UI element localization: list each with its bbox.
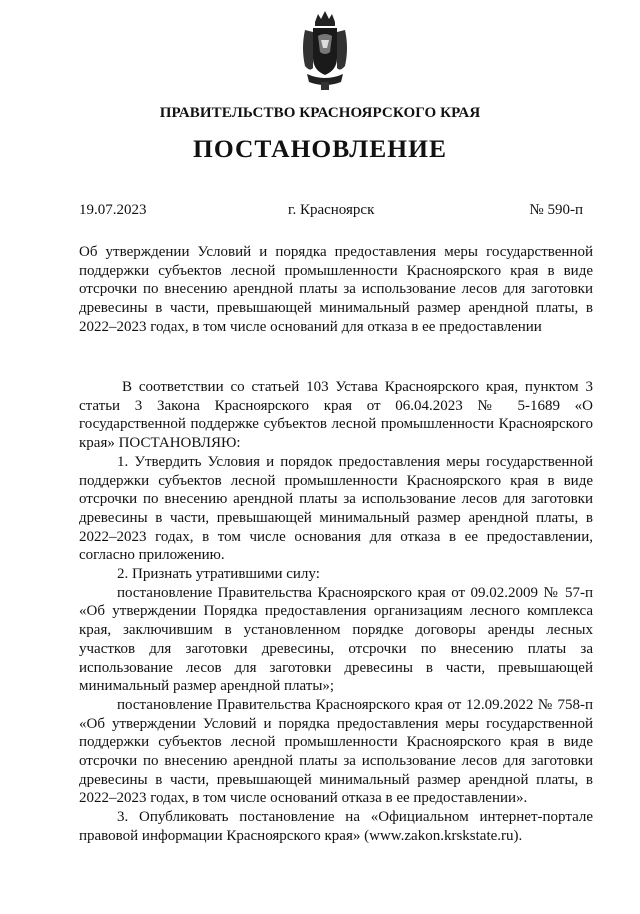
document-number: № 590-п — [529, 202, 583, 218]
item-3-paragraph: 3. Опубликовать постановление на «Официальном интернет-портале правовой информации Красноярского края» (www.zakon.krskstate.ru). — [79, 809, 593, 844]
document-body — [79, 378, 593, 846]
item-2b-paragraph: постановление Правительства Красноярского края от 12.09.2022 № 758-п «Об утверждении Условий и порядка предоставления меры государственной поддержки субъектов лесной промышленности Красноярского края в виде отсрочки по внесению арендной платы за использование лесов для заготовки древесины в части, превышающей минимальный размер арендной платы, в 2022–2023 годах, в том числе оснований отказа в ее предоставлении». — [79, 696, 593, 807]
document-date: 19.07.2023 — [79, 202, 147, 218]
issuing-authority: ПРАВИТЕЛЬСТВО КРАСНОЯРСКОГО КРАЯ — [159, 105, 481, 121]
item-2a-paragraph: постановление Правительства Красноярского края от 09.02.2009 № 57-п «Об утверждении Порядка предоставления организациям лесного комплекса края, заключившим в установленном порядке договоры аренды лесных участков для заготовки древесины, отсрочки по внесению платы за использование лесов для заготовки древесины в части, превышающей минимальный размер арендной платы»; — [79, 584, 593, 695]
document-city: г. Красноярск — [288, 202, 375, 218]
document-type: ПОСТАНОВЛЕНИЕ — [193, 134, 447, 163]
item-1-paragraph: 1. Утвердить Условия и порядок предоставления меры государственной поддержки субъектов лесной промышленности Красноярского края в виде отсрочки по внесению арендной платы за использование лесов для заготовки древесины в части, превышающей минимальный размер арендной платы, в 2022–2023 годах, в том числе основания для отказа в ее предоставлении, согласно приложению. — [79, 453, 593, 564]
item-2-paragraph: 2. Признать утратившими силу: — [117, 566, 320, 583]
document-title: Об утверждении Условий и порядка предоставления меры государственной поддержки субъектов лесной промышленности Красноярского края в виде отсрочки по внесению арендной платы за использование лесов для заготовки древесины в части, превышающей минимальный размер арендной платы, в 2022–2023 годах, в том числе оснований для отказа в ее предоставлении — [79, 244, 593, 335]
preamble-paragraph: В соответствии со статьей 103 Устава Красноярского края, пунктом 3 статьи 3 Закона Красноярского края от 06.04.2023 № 5-1689 «О государственной поддержке субъектов лесной промышленности Красноярского края» ПОСТАНОВЛЯЮ: — [79, 379, 593, 452]
coat-of-arms-icon — [301, 8, 349, 92]
